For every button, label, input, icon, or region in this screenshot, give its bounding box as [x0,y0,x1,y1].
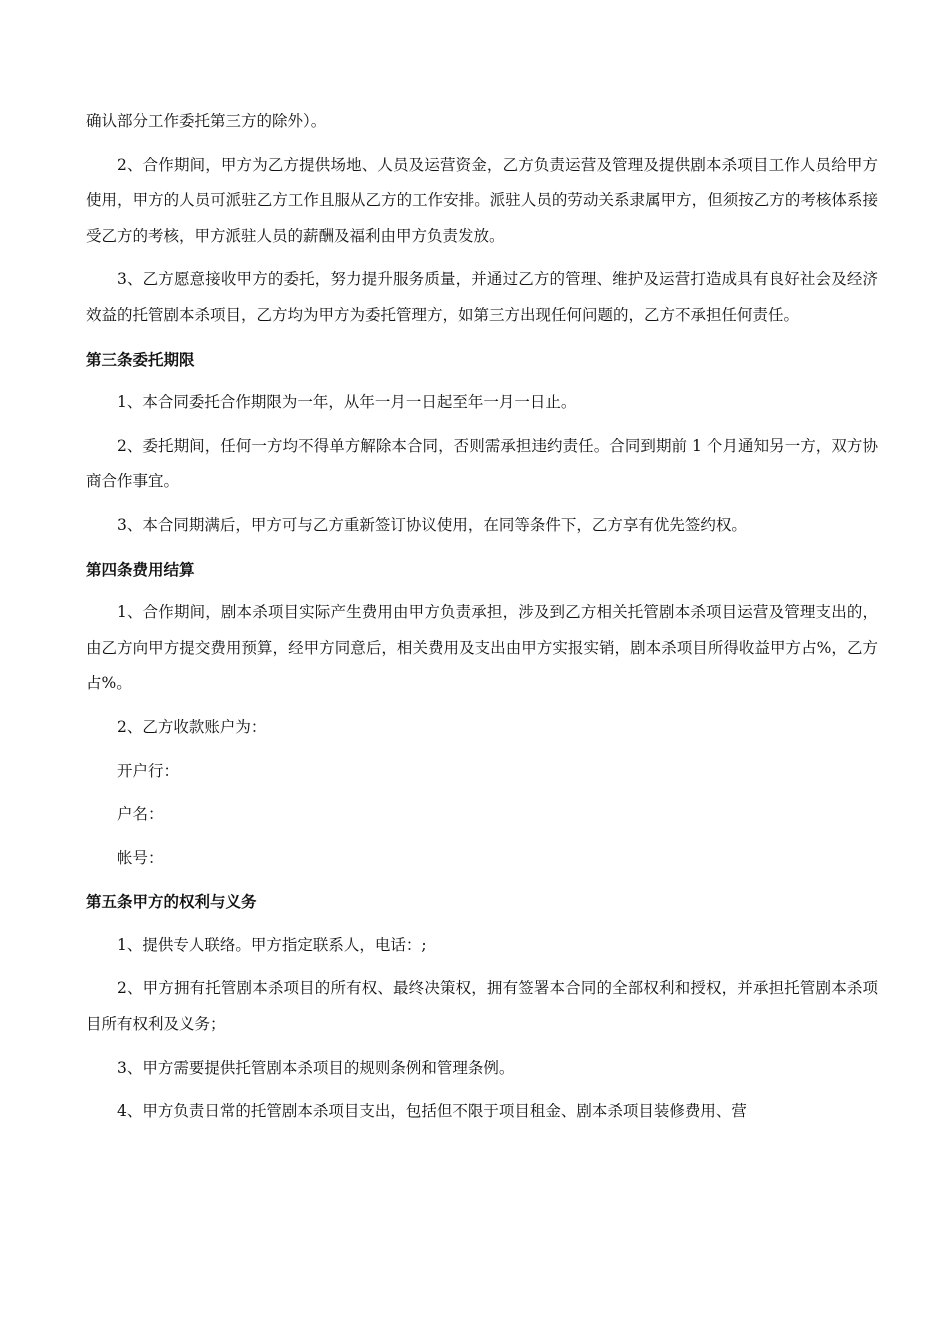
paragraph-clause-4-1: 1、合作期间，剧本杀项目实际产生费用由甲方负责承担，涉及到乙方相关托管剧本杀项目运营及管理支出的，由乙方向甲方提交费用预算，经甲方同意后，相关费用及支出由甲方实报实销，剧本杀项目所得收益甲方占%，乙方占%。 [86,603,878,693]
section-heading-article-4: 第四条费用结算 [86,559,195,579]
paragraph-clause-2-2: 2、合作期间，甲方为乙方提供场地、人员及运营资金，乙方负责运营及管理及提供剧本杀项目工作人员给甲方使用，甲方的人员可派驻乙方工作且服从乙方的工作安排。派驻人员的劳动关系隶属甲方，但须按乙方的考核体系接受乙方的考核，甲方派驻人员的薪酬及福利由甲方负责发放。 [86,155,878,245]
paragraph-clause-5-1: 1、提供专人联络。甲方指定联系人，电话：; [117,935,427,954]
paragraph-clause-4-2: 2、乙方收款账户为： [117,717,267,736]
field-bank-name: 开户行： [117,761,180,780]
paragraph-clause-5-2: 2、甲方拥有托管剧本杀项目的所有权、最终决策权，拥有签署本合同的全部权利和授权，并承担托管剧本杀项目所有权利及义务； [86,979,878,1034]
paragraph-clause-3-2: 2、委托期间，任何一方均不得单方解除本合同，否则需承担违约责任。合同到期前 1 个月通知另一方，双方协商合作事宜。 [86,436,878,491]
paragraph-clause-5-4: 4、甲方负责日常的托管剧本杀项目支出，包括但不限于项目租金、剧本杀项目装修费用、营 [117,1102,747,1121]
field-account-number: 帐号： [117,848,164,867]
paragraph-continuation: 确认部分工作委托第三方的除外）。 [86,112,327,130]
paragraph-clause-2-3: 3、乙方愿意接收甲方的委托，努力提升服务质量，并通过乙方的管理、维护及运营打造成具有良好社会及经济效益的托管剧本杀项目，乙方均为甲方为委托管理方，如第三方出现任何问题的，乙方不承担任何责任。 [86,270,878,324]
paragraph-clause-3-3: 3、本合同期满后，甲方可与乙方重新签订协议使用，在同等条件下，乙方享有优先签约权。 [117,515,747,534]
paragraph-clause-5-3: 3、甲方需要提供托管剧本杀项目的规则条例和管理条例。 [117,1058,515,1077]
field-account-name: 户名： [117,805,164,824]
section-heading-article-3: 第三条委托期限 [86,349,195,369]
paragraph-clause-3-1: 1、本合同委托合作期限为一年，从年一月一日起至年一月一日止。 [117,393,577,412]
section-heading-article-5: 第五条甲方的权利与义务 [86,892,257,912]
